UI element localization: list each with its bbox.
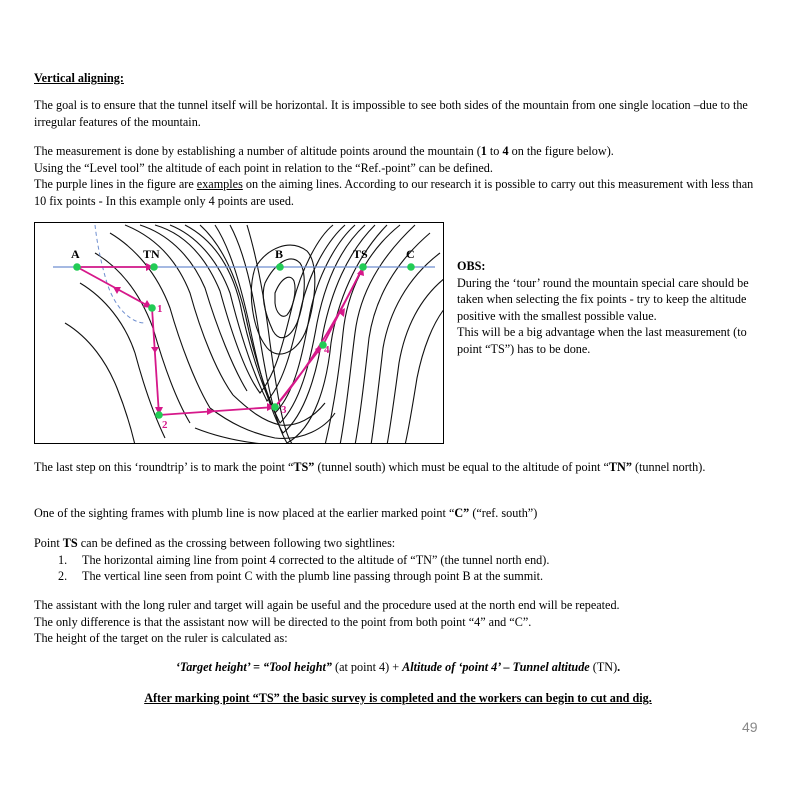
list-item: 2. The vertical line seen from point C with the plumb line passing through point B at the summit. xyxy=(58,569,544,584)
assistant-line-3: The height of the target on the ruler is calculated as: xyxy=(34,631,288,646)
point-tn-marker xyxy=(150,263,158,271)
point-c-marker xyxy=(407,263,415,271)
label-a: A xyxy=(71,247,80,261)
contour-map-figure xyxy=(34,222,444,444)
paragraph-roundtrip xyxy=(34,459,762,476)
contour-lines xyxy=(65,225,444,444)
sighting-frame-text: One of the sighting frames with plumb line is now placed at the earlier marked point “C” (“ref. south”) xyxy=(34,506,538,520)
page-number: 49 xyxy=(742,719,758,735)
obs-text-2: This will be a big advantage when the last measurement (to point “TS”) has to be done. xyxy=(457,325,747,356)
label-b: B xyxy=(275,247,284,261)
point-2-marker xyxy=(155,411,163,419)
label-tn: TN xyxy=(143,247,160,261)
point-ts-marker xyxy=(359,263,367,271)
point-1-marker xyxy=(148,304,156,312)
paragraph-assistant xyxy=(34,597,762,647)
paragraph-sighting-frame xyxy=(34,505,762,522)
paragraph-measurement xyxy=(34,143,762,209)
final-text: After marking point “TS” the basic survey is completed and the workers can begin to cut and dig. xyxy=(144,691,652,705)
formula-text: ‘Target height’ = “Tool height” (at point 4) + Altitude of ‘point 4’ – Tunnel altitude (TN). xyxy=(175,660,621,674)
measurement-line-3: The purple lines in the figure are examples on the aiming lines. According to our research it is possible to carry out this measurement with less than 10 fix points - In this example only 4 points are used. xyxy=(34,177,754,208)
label-point-1: 1 xyxy=(157,303,163,315)
point-b-marker xyxy=(276,263,284,271)
goal-text: The goal is to ensure that the tunnel itself will be horizontal. It is impossible to see both sides of the mountain from one single location –due to the irregular features of the mountain. xyxy=(34,98,748,129)
sightlines-intro: Point TS can be defined as the crossing between following two sightlines: xyxy=(34,536,396,550)
sightlines-list xyxy=(34,552,762,585)
heading-text: Vertical aligning: xyxy=(34,71,124,85)
obs-text: During the ‘tour’ round the mountain special care should be taken when selecting the fix points - try to keep the altitude positive with the smallest possible value. xyxy=(457,275,749,323)
obs-title: OBS: xyxy=(457,259,486,273)
label-point-3: 3 xyxy=(281,404,287,416)
paragraph-sightlines xyxy=(34,535,762,585)
section-heading xyxy=(34,70,762,87)
point-3-marker xyxy=(271,403,279,411)
measurement-line-2: Using the “Level tool” the altitude of each point in relation to the “Ref.-point” can be defined. xyxy=(34,160,493,175)
assistant-line-2: The only difference is that the assistant now will be directed to the point from both point “4” and “C”. xyxy=(34,614,532,629)
contour-map-svg xyxy=(35,223,444,444)
roundtrip-text: The last step on this ‘roundtrip’ is to mark the point “TS” (tunnel south) which must be equal to the altitude of point “TN” (tunnel north). xyxy=(34,460,706,474)
final-statement xyxy=(34,690,762,707)
formula xyxy=(34,659,762,676)
aiming-route xyxy=(77,267,363,415)
label-point-2: 2 xyxy=(162,419,168,431)
paragraph-goal xyxy=(34,97,762,130)
point-a-marker xyxy=(73,263,81,271)
label-point-4: 4 xyxy=(324,344,330,356)
list-item: 1. The horizontal aiming line from point 4 corrected to the altitude of “TN” (the tunnel north end). xyxy=(58,552,550,567)
obs-note xyxy=(457,258,767,358)
measurement-line-1: The measurement is done by establishing a number of altitude points around the mountain (1 to 4 on the figure below). xyxy=(34,144,614,158)
label-ts: TS xyxy=(353,247,368,261)
label-c: C xyxy=(406,247,415,261)
assistant-line-1: The assistant with the long ruler and target will again be useful and the procedure used at the north end will be repeated. xyxy=(34,598,620,612)
